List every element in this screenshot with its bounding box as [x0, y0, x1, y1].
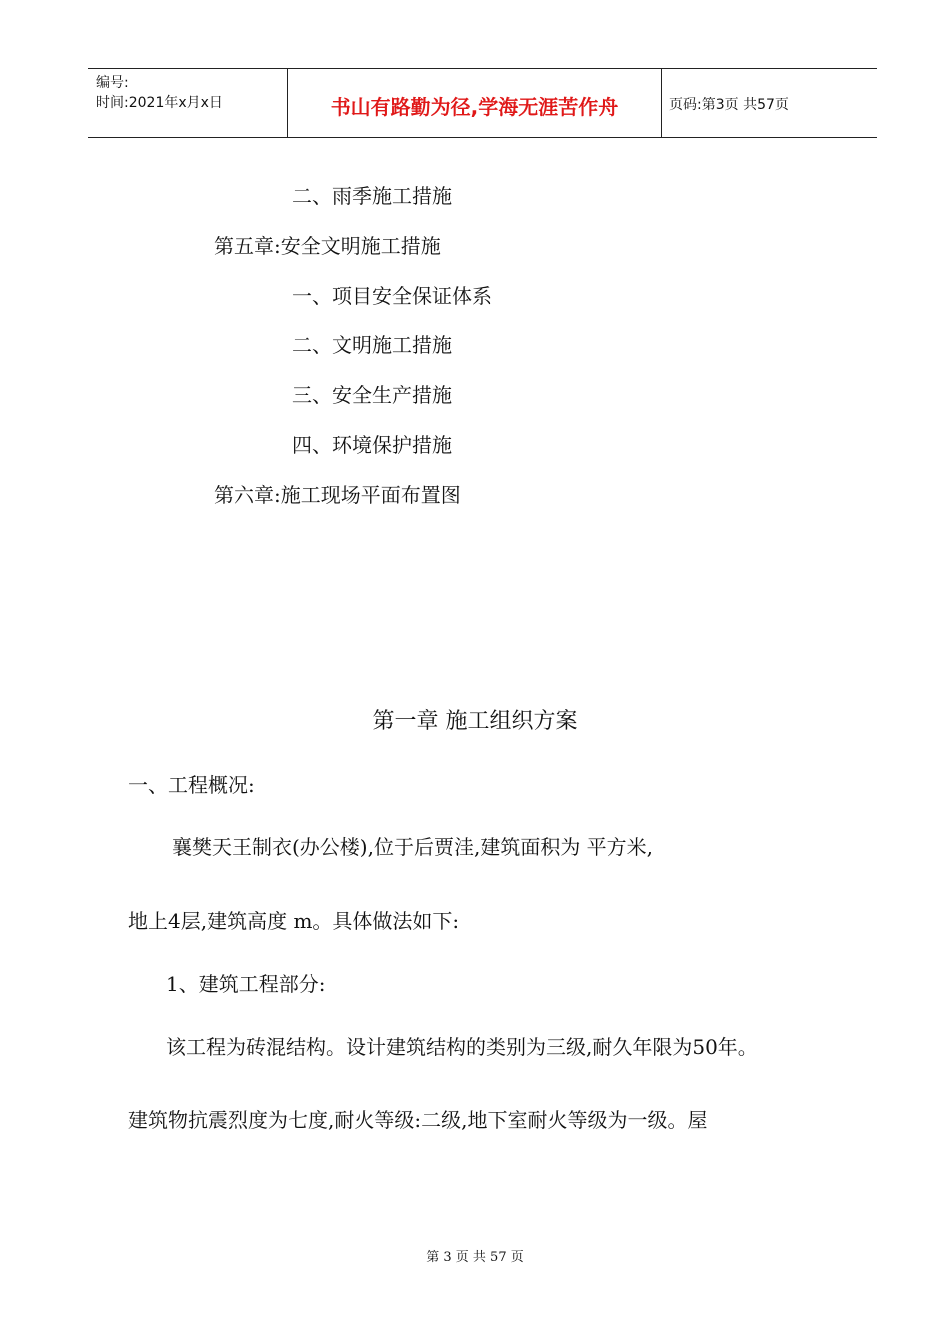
toc-item: 二、雨季施工措施: [292, 184, 452, 208]
body-paragraph-line: 该工程为砖混结构。设计建筑结构的类别为三级,耐久年限为50年。: [166, 1035, 758, 1059]
toc-item: 一、项目安全保证体系: [292, 284, 492, 308]
toc-item: 第五章:安全文明施工措施: [214, 234, 441, 258]
subsection-heading: 1、建筑工程部分:: [166, 972, 326, 996]
toc-item: 第六章:施工现场平面布置图: [214, 483, 461, 507]
header-motto-cell: [287, 69, 662, 137]
section-heading: 一、工程概况:: [128, 773, 255, 797]
page-header: [88, 68, 877, 138]
document-number-label: 编号:: [96, 75, 129, 91]
toc-item: 三、安全生产措施: [292, 383, 452, 407]
header-page-cell: [661, 69, 877, 137]
toc-item: 二、文明施工措施: [292, 333, 452, 357]
body-paragraph-line: 地上4层,建筑高度 m。具体做法如下:: [128, 909, 460, 933]
page-footer: 第 3 页 共 57 页: [426, 1250, 524, 1265]
header-meta-cell: [88, 69, 287, 137]
body-paragraph-line: 建筑物抗震烈度为七度,耐火等级:二级,地下室耐火等级为一级。屋: [128, 1108, 708, 1132]
chapter-title: 第一章 施工组织方案: [372, 709, 578, 734]
toc-item: 四、环境保护措施: [292, 433, 452, 457]
header-motto: 书山有路勤为径,学海无涯苦作舟: [330, 95, 619, 119]
document-date-label: 时间:2021年x月x日: [96, 95, 223, 111]
body-paragraph-line: 襄樊天王制衣(办公楼),位于后贾洼,建筑面积为 平方米,: [172, 835, 654, 859]
header-page-info: 页码:第3页 共57页: [669, 97, 789, 113]
